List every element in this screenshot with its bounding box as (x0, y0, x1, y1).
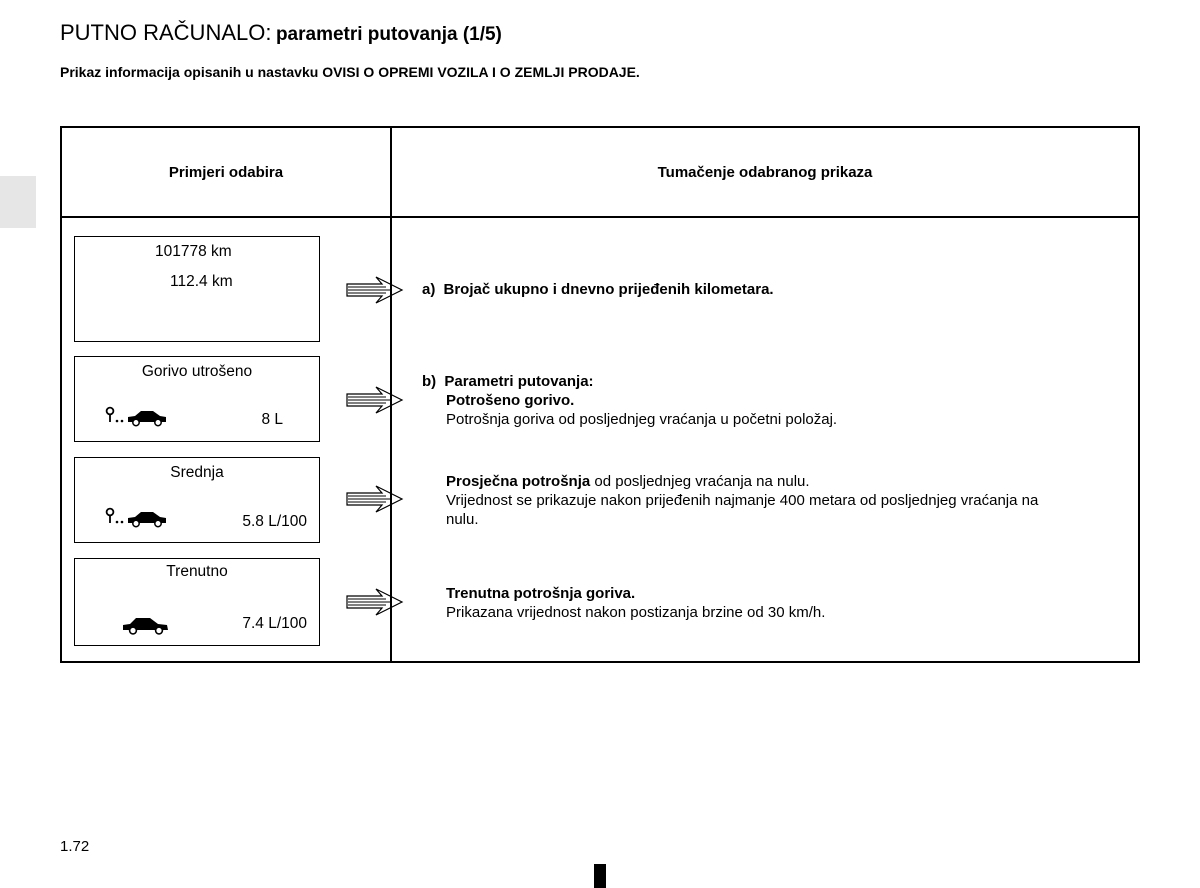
display-odometer (74, 236, 320, 342)
arrow-right-icon (346, 386, 404, 414)
fuel-used-value: 8 L (261, 411, 283, 428)
arrow-right-icon (346, 588, 404, 616)
page-title-sub: parametri putovanja (1/5) (275, 24, 502, 45)
car-icon (121, 613, 171, 635)
description-c-line2: Vrijednost se prikazuje nakon prijeđenih najmanje 400 metara od posljednjeg vraćanja na (446, 492, 1039, 509)
page-title-main: PUTNO RAČUNALO: (60, 20, 272, 45)
info-table (60, 126, 1140, 663)
odometer-total: 101778 km (155, 243, 232, 260)
display-fuel-used (74, 356, 320, 442)
fuel-used-label: Gorivo utrošeno (141, 363, 253, 380)
description-b (422, 372, 837, 429)
page-edge-mark (594, 864, 606, 888)
page-number: 1.72 (60, 838, 90, 855)
description-c-inline: od posljednjeg vraćanja na nulu. (590, 473, 810, 490)
description-c (422, 472, 1134, 529)
header-divider (62, 216, 1138, 218)
description-a (422, 280, 774, 299)
odometer-trip: 112.4 km (170, 273, 233, 290)
column-header-explanation: Tumačenje odabranog prikaza (657, 163, 873, 181)
description-d-text: Prikazana vrijednost nakon postizanja brzine od 30 km/h. (446, 604, 826, 621)
trip-car-icon (105, 506, 171, 528)
page-title (60, 20, 502, 46)
column-header-examples: Primjeri odabira (168, 163, 284, 181)
trip-car-icon (105, 405, 171, 427)
instant-label: Trenutno (166, 563, 228, 580)
page-subtitle: Prikaz informacija opisanih u nastavku OVISI O OPREMI VOZILA I O ZEMLJI PRODAJE. (60, 64, 640, 80)
description-a-text: Brojač ukupno i dnevno prijeđenih kilometara. (443, 281, 774, 298)
description-c-line3: nulu. (446, 511, 479, 528)
description-d-bold: Trenutna potrošnja goriva. (446, 585, 636, 602)
description-d (422, 584, 825, 622)
chapter-tab-marker (0, 176, 36, 228)
description-b-text: Potrošnja goriva od posljednjeg vraćanja u početni položaj. (446, 411, 838, 428)
display-instant (74, 558, 320, 646)
average-value: 5.8 L/100 (242, 513, 307, 530)
average-label: Srednja (170, 464, 224, 481)
description-a-marker: a) (422, 281, 436, 298)
instant-value: 7.4 L/100 (242, 615, 307, 632)
display-average (74, 457, 320, 543)
arrow-right-icon (346, 485, 404, 513)
arrow-right-icon (346, 276, 404, 304)
description-b-marker: b) (422, 373, 437, 390)
description-b-heading: Parametri putovanja: (444, 373, 594, 390)
description-b-bold: Potrošeno gorivo. (446, 392, 575, 409)
description-c-bold: Prosječna potrošnja (446, 473, 591, 490)
